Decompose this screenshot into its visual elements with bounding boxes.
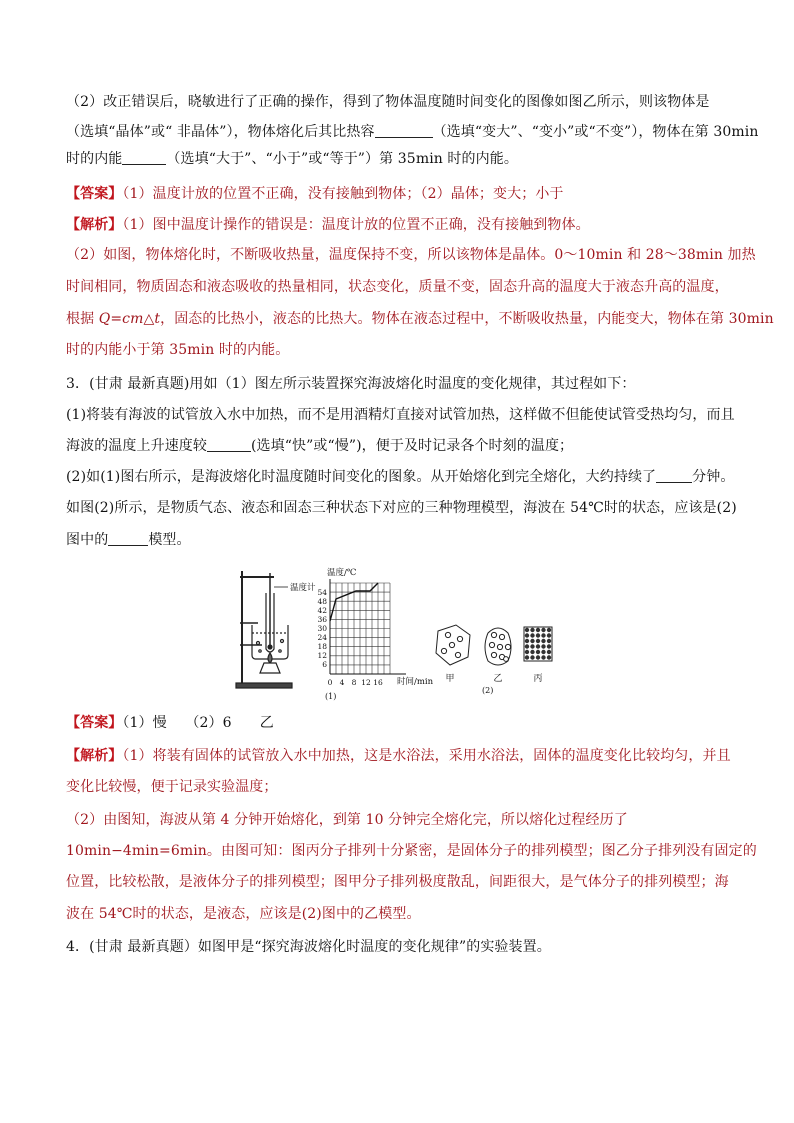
solid-particle: [536, 633, 540, 637]
solid-particle: [530, 650, 534, 654]
experiment-figure: [232, 563, 562, 703]
explain-tag: 【解析】: [66, 217, 123, 233]
x-tick-label: 0: [327, 678, 333, 687]
q3-line6: [66, 530, 728, 550]
x-tick-label: 8: [351, 678, 357, 687]
solid-particle: [530, 639, 534, 643]
explain-tag: 【解析】: [66, 748, 123, 764]
molecule-models: [436, 625, 552, 665]
q2-line2: [66, 122, 759, 142]
formula: Q=cm△t: [98, 311, 161, 327]
y-tick-label: 42: [317, 606, 327, 615]
caption-2: (2): [482, 686, 494, 695]
model-label-jia: 甲: [445, 674, 455, 684]
q2-line3b: （选填“大于”、“小于”或“等于”）第 35min 时的内能。: [166, 151, 518, 167]
solid-particle: [525, 655, 529, 659]
solid-particle: [541, 644, 545, 648]
q3-text: (2)如(1)图右所示，是海波熔化时温度随时间变化的图象。从开始熔化到完全熔化，大约持续了: [66, 469, 657, 485]
explain-q2-line5: 时的内能小于第 35min 时的内能。: [66, 342, 290, 358]
explain-text: （1）图中温度计操作的错误是：温度计放的位置不正确，没有接触到物体。: [122, 217, 590, 233]
x-tick-label: 4: [339, 678, 345, 687]
solid-particle: [536, 655, 540, 659]
blank-specific-heat: [375, 123, 433, 138]
model-label-yi: 乙: [493, 674, 503, 684]
x-tick-label: 16: [373, 678, 383, 687]
y-tick-label: 18: [317, 642, 327, 651]
explain-text: 根据: [66, 311, 99, 327]
solid-particle: [547, 650, 551, 654]
solid-particle: [525, 628, 529, 632]
q3-text: (选填“快”或“慢”)，便于及时记录各个时刻的温度；: [251, 438, 574, 454]
y-tick-label: 54: [317, 588, 327, 597]
solid-particle: [536, 644, 540, 648]
explain-q3-line1: [66, 746, 731, 766]
y-tick-label: 30: [317, 624, 327, 633]
solid-particle: [547, 644, 551, 648]
explain-q3-line3: （2）由图知，海波从第 4 分钟开始熔化，到第 10 分钟完全熔化完，所以熔化过程经历了: [66, 812, 628, 828]
blank-internal-energy: [122, 150, 166, 165]
y-tick-label: 24: [317, 633, 327, 642]
answer-q2: [66, 184, 728, 204]
q2-line2b: （选填“变大”、“变小”或“不变”），物体在第 30min: [432, 124, 759, 140]
explain-q2-line4: [66, 309, 774, 329]
solid-particle: [525, 650, 529, 654]
explain-text: （1）将装有固体的试管放入水中加热，这是水浴法，采用水浴法，固体的温度变化比较均匀，并且: [122, 748, 731, 764]
solid-particle: [541, 628, 545, 632]
q2-line3a: 时的内能: [66, 151, 123, 167]
solid-particle: [547, 628, 551, 632]
blank-model: [108, 531, 148, 546]
q2-line1: （2）改正错误后，晓敏进行了正确的操作，得到了物体温度随时间变化的图像如图乙所示，则该物体是: [66, 94, 710, 110]
thermometer-label: 温度计: [290, 583, 316, 593]
y-tick-label: 12: [317, 651, 327, 660]
q3-line1: 3．(甘肃 最新真题)用如（1）图左所示装置探究海波熔化时温度的变化规律，其过程如下：: [66, 376, 636, 392]
blank-minutes: [656, 468, 692, 483]
solid-particle: [536, 639, 540, 643]
q3-text: 图中的: [66, 532, 109, 548]
explain-q3-line2: 变化比较慢，便于记录实验温度；: [66, 779, 278, 795]
apparatus-diagram: [236, 571, 292, 688]
explain-q3-line5: 位置，比较松散，是液体分子的排列模型；图甲分子排列极度散乱，间距很大，是气体分子的排列模型；海: [66, 874, 729, 890]
q2-line3: [66, 149, 728, 169]
explain-q3-line4: 10min−4min=6min。由图可知：图丙分子排列十分紧密，是固体分子的排列模型；图乙分子排列没有固定的: [66, 843, 757, 859]
solid-particle: [530, 628, 534, 632]
solid-particle: [525, 633, 529, 637]
graph-xlabel: 时间/min: [397, 677, 434, 687]
explain-q2-line1: [66, 215, 728, 235]
answer-tag: 【答案】: [66, 715, 123, 731]
temperature-graph: [317, 567, 433, 701]
solid-particle: [541, 655, 545, 659]
answer-tag: 【答案】: [66, 186, 123, 202]
q3-text: 分钟。: [692, 469, 735, 485]
q2-line2a: （选填“晶体”或“ 非晶体”），物体熔化后其比热容: [66, 124, 375, 140]
explain-q2-line3: 时间相同，物质固态和液态吸收的热量相同，状态变化，质量不变，固态升高的温度大于液态升高的温度，: [66, 279, 729, 295]
q3-text: 模型。: [148, 532, 191, 548]
model-label-bing: 丙: [533, 674, 543, 684]
solid-particle: [530, 655, 534, 659]
explain-q2-line2: （2）如图，物体熔化时，不断吸收热量，温度保持不变，所以该物体是晶体。0～10min 和 28～38min 加热: [66, 247, 756, 263]
solid-particle: [525, 644, 529, 648]
caption-1: (1): [325, 692, 337, 701]
burner: [260, 663, 280, 673]
solid-particle: [541, 633, 545, 637]
solid-model: [524, 627, 552, 661]
y-tick-label: 6: [322, 660, 327, 669]
solid-particle: [530, 644, 534, 648]
blank-speed: [207, 437, 251, 452]
q3-line3: [66, 436, 728, 456]
stand-base: [236, 683, 292, 688]
q3-text: 海波的温度上升速度较: [66, 438, 207, 454]
solid-particle: [547, 639, 551, 643]
q3-line4: [66, 467, 735, 487]
x-tick-label: 12: [361, 678, 371, 687]
q4-line1: 4．(甘肃 最新真题）如图甲是“探究海波熔化时温度的变化规律”的实验装置。: [66, 939, 551, 955]
answer-q3: [66, 713, 728, 733]
explain-q3-line6: 波在 54℃时的状态，是液态，应该是(2)图中的乙模型。: [66, 906, 421, 922]
solid-particle: [541, 650, 545, 654]
solid-particle: [541, 639, 545, 643]
graph-ylabel: 温度/℃: [327, 568, 357, 578]
solid-particle: [536, 628, 540, 632]
solid-particle: [547, 633, 551, 637]
solid-particle: [536, 650, 540, 654]
solid-particle: [547, 655, 551, 659]
solid-particle: [530, 633, 534, 637]
q3-line5: 如图(2)所示，是物质气态、液态和固态三种状态下对应的三种物理模型，海波在 54℃时的状态，应该是(2): [66, 500, 737, 516]
answer-text: （1）慢 （2）6 乙: [122, 715, 274, 731]
solid-particle: [525, 639, 529, 643]
explain-text: ，固态的比热小，液态的比热大。物体在液态过程中，不断吸收热量，内能变大，物体在第 30min: [160, 311, 774, 327]
q3-line2: (1)将装有海波的试管放入水中加热，而不是用酒精灯直接对试管加热，这样做不但能使试管受热均匀，而且: [66, 407, 735, 423]
answer-text: （1）温度计放的位置不正确，没有接触到物体；（2）晶体；变大；小于: [122, 186, 564, 202]
y-tick-label: 48: [317, 597, 327, 606]
y-tick-label: 36: [317, 615, 327, 624]
